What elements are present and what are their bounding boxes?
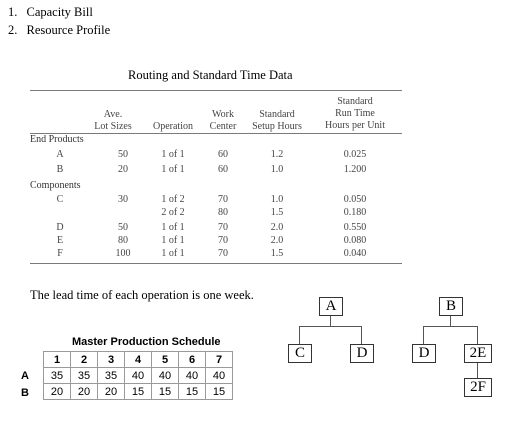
- cell-item: F: [57, 248, 63, 259]
- cell-operation: 1 of 1: [161, 248, 185, 259]
- cell-operation: 1 of 2: [161, 194, 185, 205]
- cell-lot: 50: [118, 149, 128, 160]
- routing-title: Routing and Standard Time Data: [128, 68, 293, 82]
- list-item-2: [8, 23, 110, 38]
- tree-connector: [450, 316, 451, 326]
- cell-item: D: [56, 222, 64, 233]
- header-operation: Operation: [153, 121, 193, 132]
- cell-run: 0.550: [343, 222, 367, 233]
- mps-cell: 40: [179, 368, 206, 384]
- cell-operation: 1 of 1: [161, 164, 185, 175]
- header-lot-sizes: [88, 109, 138, 133]
- cell-item: B: [56, 164, 64, 175]
- mps-row-a: [44, 368, 233, 384]
- tree-connector: [423, 326, 478, 327]
- cell-lot: 80: [118, 235, 128, 246]
- tree-node-a: A: [319, 297, 343, 316]
- header-line: Ave.: [103, 109, 123, 120]
- list-number: 1.: [8, 5, 18, 19]
- cell-work-center: 70: [218, 194, 228, 205]
- cell-work-center: 70: [218, 222, 228, 233]
- cell-setup: 1.0: [270, 194, 284, 205]
- header-line: Standard: [259, 109, 295, 120]
- cell-work-center: 60: [218, 164, 228, 175]
- mps-cell: 35: [98, 368, 125, 384]
- tree-connector: [330, 316, 331, 326]
- header-line: Setup Hours: [252, 121, 302, 132]
- tree-connector: [423, 326, 424, 344]
- mps-period: 1: [44, 352, 71, 368]
- mps-table: [43, 351, 233, 400]
- cell-operation: 1 of 1: [161, 149, 185, 160]
- mps-row-label-a: A: [21, 370, 29, 382]
- cell-run: 1.200: [343, 164, 367, 175]
- header-line: Run Time: [335, 108, 375, 119]
- tree-connector: [477, 326, 478, 344]
- cell-setup: 1.2: [270, 149, 284, 160]
- table-rule-bottom: [30, 263, 402, 264]
- list-text: Capacity Bill: [26, 5, 93, 19]
- mps-cell: 40: [152, 368, 179, 384]
- cell-work-center: 70: [218, 248, 228, 259]
- mps-cell: 35: [44, 368, 71, 384]
- mps-cell: 15: [152, 384, 179, 400]
- group-end-products: End Products: [30, 134, 84, 145]
- header-line: Center: [209, 121, 237, 132]
- tree-connector: [477, 363, 478, 378]
- list-number: 2.: [8, 23, 18, 37]
- cell-run: 0.050: [343, 194, 367, 205]
- cell-setup: 1.5: [270, 207, 284, 218]
- cell-item: C: [56, 194, 64, 205]
- mps-cell: 20: [98, 384, 125, 400]
- mps-period: 7: [206, 352, 233, 368]
- tree-node-d: D: [412, 344, 436, 363]
- tree-connector: [299, 326, 300, 344]
- table-rule-header: [30, 133, 402, 134]
- cell-operation: 1 of 1: [161, 222, 185, 233]
- mps-period: 6: [179, 352, 206, 368]
- tree-node-2f: 2F: [464, 378, 492, 397]
- cell-setup: 1.5: [270, 248, 284, 259]
- tree-node-b: B: [439, 297, 463, 316]
- mps-period: 5: [152, 352, 179, 368]
- header-line: Hours per Unit: [325, 120, 385, 131]
- mps-title: Master Production Schedule: [72, 336, 221, 348]
- header-setup-hours: [245, 109, 309, 133]
- mps-cell: 15: [179, 384, 206, 400]
- cell-lot: 50: [118, 222, 128, 233]
- table-rule-top: [30, 90, 402, 91]
- mps-cell: 20: [44, 384, 71, 400]
- tree-node-2e: 2E: [464, 344, 492, 363]
- cell-run: 0.025: [343, 149, 367, 160]
- cell-run: 0.080: [343, 235, 367, 246]
- cell-setup: 2.0: [270, 222, 284, 233]
- mps-row-label-b: B: [21, 387, 29, 399]
- mps-cell: 15: [206, 384, 233, 400]
- mps-cell: 20: [71, 384, 98, 400]
- mps-row-b: [44, 384, 233, 400]
- header-line: Lot Sizes: [94, 121, 132, 132]
- cell-run: 0.040: [343, 248, 367, 259]
- mps-period: 3: [98, 352, 125, 368]
- mps-cell: 35: [71, 368, 98, 384]
- list-text: Resource Profile: [26, 23, 111, 37]
- tree-node-d: D: [350, 344, 374, 363]
- cell-setup: 1.0: [270, 164, 284, 175]
- mps-period: 4: [125, 352, 152, 368]
- header-work-center: [203, 109, 243, 133]
- tree-connector: [299, 326, 362, 327]
- cell-operation: 1 of 1: [161, 235, 185, 246]
- mps-cell: 40: [206, 368, 233, 384]
- header-line: Work: [212, 109, 234, 120]
- cell-lot: 20: [118, 164, 128, 175]
- mps-cell: 15: [125, 384, 152, 400]
- header-line: Standard: [337, 96, 373, 107]
- tree-node-c: C: [288, 344, 312, 363]
- cell-item: E: [56, 235, 64, 246]
- cell-item: A: [56, 149, 64, 160]
- group-components: Components: [30, 180, 81, 191]
- mps-period: 2: [71, 352, 98, 368]
- tree-connector: [361, 326, 362, 344]
- cell-lot: 100: [115, 248, 131, 259]
- cell-lot: 30: [118, 194, 128, 205]
- mps-period-row: [44, 352, 233, 368]
- list-item-1: [8, 5, 93, 20]
- cell-work-center: 80: [218, 207, 228, 218]
- cell-operation: 2 of 2: [161, 207, 185, 218]
- mps-cell: 40: [125, 368, 152, 384]
- cell-work-center: 60: [218, 149, 228, 160]
- header-run-time: [318, 96, 392, 132]
- lead-time-note: The lead time of each operation is one week.: [30, 288, 254, 302]
- cell-setup: 2.0: [270, 235, 284, 246]
- cell-work-center: 70: [218, 235, 228, 246]
- cell-run: 0.180: [343, 207, 367, 218]
